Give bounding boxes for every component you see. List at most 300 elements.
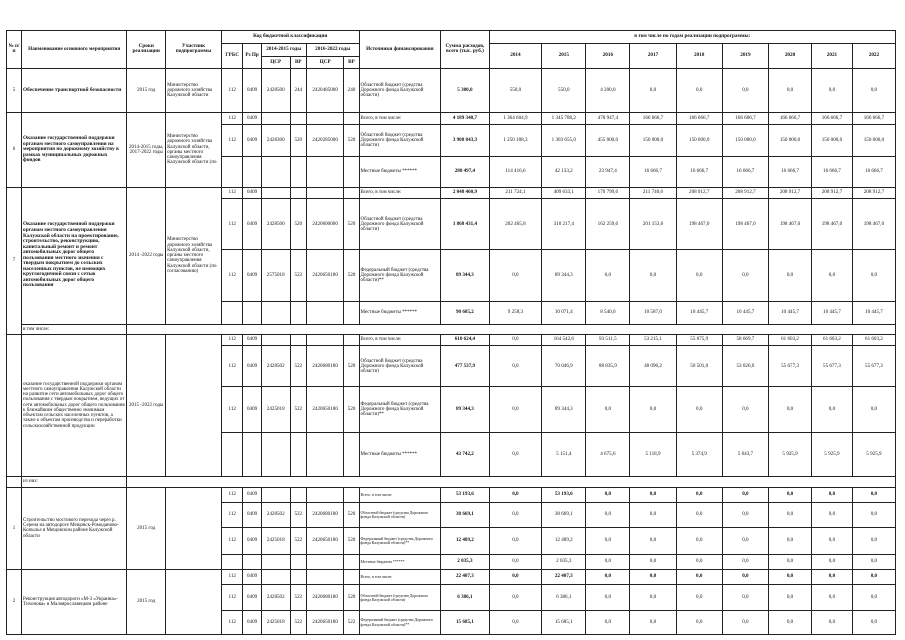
year-value-cell: 198 467,0 <box>812 199 853 250</box>
year-value-cell: 0,0 <box>586 585 630 611</box>
empty-num-cell <box>7 334 22 477</box>
funding-source-cell: Федеральный бюджет (средства Дорожного фонда Калужской области)** <box>359 611 441 635</box>
measure-name: Оказание государственной поддержки органам местного самоуправления на мероприятия по дорожному хозяйству в рамках муниципальных дорожных фондов <box>22 113 127 188</box>
rzpr-cell: 0409 <box>243 124 261 156</box>
row-7s-total <box>7 334 896 346</box>
year-value-cell: 0,0 <box>722 250 768 302</box>
year-value-cell: 0,0 <box>489 250 542 302</box>
row-number: 1 <box>7 487 22 569</box>
year-value-cell: 0,0 <box>489 346 542 387</box>
year-value-cell: 0,0 <box>852 570 895 585</box>
year-value-cell: 0,0 <box>852 611 895 635</box>
grbs-cell: 112 <box>221 487 242 502</box>
empty-code-cell <box>261 334 290 346</box>
year-value-cell: 0,0 <box>676 387 722 432</box>
csr-2014-cell: 2575018 <box>261 250 290 302</box>
year-value-cell: 0,0 <box>722 503 768 528</box>
total-sum-cell: 477 537,9 <box>441 346 489 387</box>
empty-code-cell <box>306 554 344 569</box>
row-7-incl <box>7 324 896 334</box>
empty-code-cell <box>221 302 242 325</box>
term-cell: 2015 год <box>127 570 166 635</box>
year-value-cell: 0,0 <box>489 570 542 585</box>
vr-2014-cell: 520 <box>290 199 306 250</box>
year-value-cell: 0,0 <box>769 68 812 112</box>
year-value-cell: 166 666,7 <box>722 113 768 125</box>
vr-2014-cell: 244 <box>290 68 306 112</box>
empty-code-cell <box>344 432 359 476</box>
year-value-cell: 53 193,6 <box>542 487 586 502</box>
header-2014-2015: 2014-2015 годы <box>261 43 306 56</box>
year-value-cell: 0,0 <box>586 611 630 635</box>
funding-source-cell: Местные бюджеты ****** <box>359 302 441 325</box>
year-value-cell: 409 633,1 <box>542 187 586 199</box>
total-sum-cell: 90 685,2 <box>441 302 489 325</box>
funding-source-cell: Федеральный бюджет (средства Дорожного фонда Калужской области)** <box>359 250 441 302</box>
year-value-cell: 201 153,6 <box>630 199 676 250</box>
header-year: 2014 <box>489 43 542 68</box>
empty-code-cell <box>243 554 261 569</box>
year-value-cell: 0,0 <box>586 487 630 502</box>
year-value-cell: 198 467,0 <box>852 199 895 250</box>
funding-source-cell: Областной бюджет (средства Дорожного фонда Калужской области) <box>359 346 441 387</box>
year-value-cell: 0,0 <box>586 570 630 585</box>
year-value-cell: 170 799,6 <box>586 187 630 199</box>
empty-code-cell <box>261 487 290 502</box>
header-kbk: Код бюджетной классификации <box>221 31 359 44</box>
year-value-cell: 10 445,7 <box>676 302 722 325</box>
year-value-cell: 0,0 <box>489 503 542 528</box>
year-value-cell: 0,0 <box>769 527 812 554</box>
vr-2016-cell: 520 <box>344 346 359 387</box>
year-value-cell: 16 666,7 <box>722 157 768 187</box>
year-value-cell: 0,0 <box>769 585 812 611</box>
year-value-cell: 23 947,4 <box>586 157 630 187</box>
year-value-cell: 0,0 <box>630 527 676 554</box>
year-value-cell: 0,0 <box>630 503 676 528</box>
year-value-cell: 16 666,7 <box>769 157 812 187</box>
rzpr-cell: 0409 <box>243 187 261 199</box>
empty-code-cell <box>344 554 359 569</box>
term-cell: 2014 -2022 годы <box>127 187 166 324</box>
year-value-cell: 166 666,7 <box>630 113 676 125</box>
vr-2016-cell: 520 <box>344 250 359 302</box>
rzpr-cell: 0409 <box>243 346 261 387</box>
empty-code-cell <box>344 113 359 125</box>
year-value-cell: 0,0 <box>769 503 812 528</box>
year-value-cell: 0,0 <box>852 250 895 302</box>
vr-2016-cell: 520 <box>344 124 359 156</box>
csr-2014-cell: 2428502 <box>261 346 290 387</box>
empty-code-cell <box>243 302 261 325</box>
year-value-cell: 208 912,7 <box>722 187 768 199</box>
empty-code-cell <box>306 334 344 346</box>
year-value-cell: 5 925,9 <box>812 432 853 476</box>
empty-participant-cell <box>166 334 222 477</box>
grbs-cell: 112 <box>221 68 242 112</box>
csr-2016-cell: 2420650180 <box>306 250 344 302</box>
rzpr-cell: 0409 <box>243 527 261 554</box>
vr-2016-cell: 520 <box>344 199 359 250</box>
year-value-cell: 0,0 <box>676 527 722 554</box>
header-csr: ЦСР <box>261 56 290 68</box>
empty-code-cell <box>261 302 290 325</box>
funding-source-cell: Всего, в том числе: <box>359 334 441 346</box>
year-value-cell: 0,0 <box>586 554 630 569</box>
grbs-cell: 112 <box>221 113 242 125</box>
empty-code-cell <box>243 157 261 187</box>
header-year: 2018 <box>676 43 722 68</box>
total-sum-cell: 53 193,6 <box>441 487 489 502</box>
header-year: 2019 <box>722 43 768 68</box>
csr-2014-cell: 2425018 <box>261 387 290 432</box>
year-value-cell: 6 386,1 <box>542 585 586 611</box>
header-term: Сроки реализации <box>127 31 166 69</box>
csr-2014-cell: 2428502 <box>261 585 290 611</box>
empty-participant-cell <box>166 487 222 569</box>
empty-code-cell <box>221 432 242 476</box>
year-value-cell: 5 925,9 <box>852 432 895 476</box>
empty-code-cell <box>290 334 306 346</box>
header-num: № п/п <box>7 31 22 69</box>
year-value-cell: 0,0 <box>489 387 542 432</box>
year-value-cell: 55 677,3 <box>852 346 895 387</box>
year-value-cell: 0,0 <box>722 554 768 569</box>
year-value-cell: 89 344,3 <box>542 387 586 432</box>
year-value-cell: 22 407,3 <box>542 570 586 585</box>
empty-code-cell <box>344 187 359 199</box>
year-value-cell: 0,0 <box>769 570 812 585</box>
funding-source-cell: Местные бюджеты ****** <box>359 157 441 187</box>
measure-name: Обеспечение транспортной безопасности <box>22 68 127 112</box>
row-1-total <box>7 487 896 502</box>
year-value-cell: 0,0 <box>676 503 722 528</box>
year-value-cell: 55 677,3 <box>769 346 812 387</box>
year-value-cell: 0,0 <box>722 487 768 502</box>
year-value-cell: 0,0 <box>812 570 853 585</box>
header-year: 2021 <box>812 43 853 68</box>
csr-2016-cell: 2420650180 <box>306 387 344 432</box>
header-grbs: ГРБС <box>221 43 242 68</box>
participant-cell: Министерство дорожного хозяйства Калужской области, органы местного самоуправления Калужской области (по <box>166 113 222 188</box>
year-value-cell: 58 669,7 <box>722 334 768 346</box>
year-value-cell: 1 303 655,0 <box>542 124 586 156</box>
year-value-cell: 0,0 <box>676 570 722 585</box>
total-sum-cell: 5 300,0 <box>441 68 489 112</box>
row-number: 7 <box>7 187 22 334</box>
funding-source-cell: Федеральный бюджет (средства Дорожного фонда Калужской области)** <box>359 387 441 432</box>
empty-code-cell <box>290 487 306 502</box>
year-value-cell: 164 542,6 <box>542 334 586 346</box>
grbs-cell: 112 <box>221 199 242 250</box>
year-value-cell: 10 445,7 <box>812 302 853 325</box>
year-value-cell: 0,0 <box>852 585 895 611</box>
vr-2016-cell: 520 <box>344 503 359 528</box>
year-value-cell: 150 000,0 <box>769 124 812 156</box>
year-value-cell: 55 677,3 <box>812 346 853 387</box>
header-row-1 <box>7 31 896 44</box>
year-value-cell: 0,0 <box>852 487 895 502</box>
year-value-cell: 0,0 <box>676 250 722 302</box>
year-value-cell: 0,0 <box>630 611 676 635</box>
year-value-cell: 10 587,0 <box>630 302 676 325</box>
budget-table <box>6 30 896 635</box>
year-value-cell: 550,0 <box>542 68 586 112</box>
empty-code-cell <box>306 157 344 187</box>
year-value-cell: 0,0 <box>489 585 542 611</box>
year-value-cell: 38 669,1 <box>542 503 586 528</box>
year-value-cell: 5 118,9 <box>630 432 676 476</box>
year-value-cell: 150 000,0 <box>676 124 722 156</box>
empty-participant-cell <box>166 570 222 635</box>
header-year: 2020 <box>769 43 812 68</box>
year-value-cell: 0,0 <box>489 527 542 554</box>
year-value-cell: 53 215,1 <box>630 334 676 346</box>
csr-2014-cell: 2428500 <box>261 199 290 250</box>
grbs-cell: 112 <box>221 250 242 302</box>
vr-2014-cell: 522 <box>290 387 306 432</box>
rzpr-cell: 0409 <box>243 250 261 302</box>
measure-name: оказание государственной поддержки органам местного самоуправления Калужской области на развитие сети автомобильных дорог общего пользования с твердым покрытием, ведущих от сети автомобильных дорог общего пользования к ближайшим общественно значимым объектам сельских населенных пунктов, а также к объектам производства и переработки сельскохозяйственной продукции <box>22 334 127 477</box>
vr-2014-cell: 522 <box>290 611 306 635</box>
empty-code-cell <box>261 570 290 585</box>
year-value-cell: 0,0 <box>586 387 630 432</box>
total-sum-cell: 3 908 843,3 <box>441 124 489 156</box>
year-value-cell: 150 000,0 <box>630 124 676 156</box>
year-value-cell: 208 912,7 <box>852 187 895 199</box>
year-value-cell: 12 489,2 <box>542 527 586 554</box>
year-value-cell: 0,0 <box>852 387 895 432</box>
year-value-cell: 455 000,0 <box>586 124 630 156</box>
empty-code-cell <box>243 432 261 476</box>
vr-2014-cell: 520 <box>290 124 306 156</box>
year-value-cell: 0,0 <box>722 611 768 635</box>
rzpr-cell: 0409 <box>243 570 261 585</box>
year-value-cell: 16 666,7 <box>852 157 895 187</box>
year-value-cell: 48 096,2 <box>630 346 676 387</box>
in-that-number: в том числе: <box>22 324 127 334</box>
year-value-cell: 0,0 <box>769 611 812 635</box>
header-vr: ВР <box>344 56 359 68</box>
empty-code-cell <box>290 302 306 325</box>
empty-code-cell <box>221 157 242 187</box>
year-value-cell: 0,0 <box>722 527 768 554</box>
grbs-cell: 112 <box>221 187 242 199</box>
header-year: 2017 <box>630 43 676 68</box>
rzpr-cell: 0409 <box>243 387 261 432</box>
vr-2016-cell: 240 <box>344 68 359 112</box>
header-2016-2022: 2016-2022 годы <box>306 43 359 56</box>
grbs-cell: 112 <box>221 346 242 387</box>
year-value-cell: 208 912,7 <box>812 187 853 199</box>
empty-code-cell <box>306 432 344 476</box>
year-value-cell: 8 540,0 <box>586 302 630 325</box>
row-7-total <box>7 187 896 199</box>
year-value-cell: 0,0 <box>489 611 542 635</box>
empty-cell <box>127 324 896 334</box>
of-them-label: из них: <box>22 477 127 488</box>
year-value-cell: 166 666,7 <box>812 113 853 125</box>
year-value-cell: 5 151,4 <box>542 432 586 476</box>
grbs-cell: 112 <box>221 570 242 585</box>
empty-code-cell <box>306 570 344 585</box>
year-value-cell: 0,0 <box>722 387 768 432</box>
csr-2014-cell: 2428500 <box>261 68 290 112</box>
funding-source-cell: Всего, в том числе: <box>359 187 441 199</box>
term-cell: 2015 -2022 годы <box>127 334 166 477</box>
csr-2014-cell: 2425018 <box>261 611 290 635</box>
csr-2016-cell: 2420650180 <box>306 527 344 554</box>
vr-2016-cell: 520 <box>344 585 359 611</box>
year-value-cell: 1 345 788,2 <box>542 113 586 125</box>
year-value-cell: 208 912,7 <box>769 187 812 199</box>
empty-code-cell <box>290 554 306 569</box>
participant-cell: Министерство дорожного хозяйства Калужской области <box>166 68 222 112</box>
year-value-cell: 5 374,9 <box>676 432 722 476</box>
header-rzpr: Рз Пр <box>243 43 261 68</box>
csr-2016-cell: 2420485000 <box>306 68 344 112</box>
grbs-cell: 112 <box>221 334 242 346</box>
year-value-cell: 70 046,9 <box>542 346 586 387</box>
header-vr: ВР <box>290 56 306 68</box>
empty-code-cell <box>306 113 344 125</box>
row-iznih <box>7 477 896 488</box>
rzpr-cell: 0409 <box>243 487 261 502</box>
empty-code-cell <box>290 432 306 476</box>
measure-name: Строительство мостового перехода через р. Серена на автодороге Мещовск-Ромоданово-Копылье в Мещовском районе Калужской области <box>22 487 127 569</box>
csr-2016-cell: 2420600000 <box>306 199 344 250</box>
header-year: 2016 <box>586 43 630 68</box>
vr-2014-cell: 522 <box>290 346 306 387</box>
empty-code-cell <box>261 157 290 187</box>
empty-code-cell <box>306 187 344 199</box>
total-sum-cell: 2 035,3 <box>441 554 489 569</box>
year-value-cell: 166 666,7 <box>852 113 895 125</box>
row-number: 5 <box>7 68 22 112</box>
csr-2016-cell: 2420680180 <box>306 585 344 611</box>
year-value-cell: 2 035,3 <box>542 554 586 569</box>
year-value-cell: 0,0 <box>852 527 895 554</box>
year-value-cell: 0,0 <box>722 68 768 112</box>
year-value-cell: 5 925,9 <box>769 432 812 476</box>
empty-code-cell <box>221 554 242 569</box>
total-sum-cell: 6 386,1 <box>441 585 489 611</box>
year-value-cell: 550,0 <box>489 68 542 112</box>
funding-source-cell: Областной бюджет (средства Дорожного фонда Калужской области) <box>359 503 441 528</box>
year-value-cell: 0,0 <box>676 487 722 502</box>
year-value-cell: 0,0 <box>676 554 722 569</box>
funding-source-cell: Всего, в том числе: <box>359 487 441 502</box>
year-value-cell: 0,0 <box>812 68 853 112</box>
grbs-cell: 112 <box>221 527 242 554</box>
empty-code-cell <box>261 187 290 199</box>
year-value-cell: 150 000,0 <box>722 124 768 156</box>
year-value-cell: 0,0 <box>586 250 630 302</box>
term-cell: 2014-2015 годы, 2017-2022 годы <box>127 113 166 188</box>
row-6-total <box>7 113 896 125</box>
year-value-cell: 89 344,3 <box>542 250 586 302</box>
year-value-cell: 16 666,7 <box>812 157 853 187</box>
header-year: 2022 <box>852 43 895 68</box>
header-sum: Сумма расходов, всего (тыс. руб.) <box>441 31 489 69</box>
year-value-cell: 42 133,2 <box>542 157 586 187</box>
year-value-cell: 10 445,7 <box>722 302 768 325</box>
row-number: 2 <box>7 570 22 635</box>
grbs-cell: 112 <box>221 585 242 611</box>
vr-2016-cell: 520 <box>344 527 359 554</box>
vr-2016-cell: 522 <box>344 611 359 635</box>
year-value-cell: 0,0 <box>852 503 895 528</box>
funding-source-cell: Всего, в том числе: <box>359 113 441 125</box>
vr-2014-cell: 522 <box>290 585 306 611</box>
year-value-cell: 0,0 <box>852 554 895 569</box>
empty-cell <box>127 477 896 488</box>
empty-code-cell <box>290 570 306 585</box>
year-value-cell: 0,0 <box>812 554 853 569</box>
year-value-cell: 0,0 <box>489 554 542 569</box>
year-value-cell: 0,0 <box>630 570 676 585</box>
year-value-cell: 88 835,9 <box>586 346 630 387</box>
total-sum-cell: 43 742,2 <box>441 432 489 476</box>
empty-code-cell <box>290 113 306 125</box>
rzpr-cell: 0409 <box>243 334 261 346</box>
rzpr-cell: 0409 <box>243 585 261 611</box>
year-value-cell: 0,0 <box>586 527 630 554</box>
year-value-cell: 0,0 <box>676 611 722 635</box>
empty-code-cell <box>344 302 359 325</box>
year-value-cell: 208 912,7 <box>676 187 722 199</box>
year-value-cell: 0,0 <box>852 68 895 112</box>
year-value-cell: 0,0 <box>676 68 722 112</box>
funding-source-cell: Областной бюджет (средства Дорожного фонда Калужской области) <box>359 68 441 112</box>
csr-2016-cell: 2420650180 <box>306 611 344 635</box>
year-value-cell: 0,0 <box>722 570 768 585</box>
grbs-cell: 112 <box>221 387 242 432</box>
year-value-cell: 55 875,9 <box>676 334 722 346</box>
year-value-cell: 0,0 <box>812 487 853 502</box>
csr-2016-cell: 2420680180 <box>306 503 344 528</box>
year-value-cell: 211 740,6 <box>630 187 676 199</box>
year-value-cell: 0,0 <box>630 387 676 432</box>
year-value-cell: 202 465,8 <box>489 199 542 250</box>
year-value-cell: 50 501,0 <box>676 346 722 387</box>
funding-source-cell: Местные бюджеты ****** <box>359 432 441 476</box>
year-value-cell: 0,0 <box>812 387 853 432</box>
header-name: Наименование основного мероприятия <box>22 31 127 69</box>
total-sum-cell: 15 685,1 <box>441 611 489 635</box>
year-value-cell: 1 250 188,3 <box>489 124 542 156</box>
csr-2014-cell: 2428502 <box>261 503 290 528</box>
year-value-cell: 198 467,0 <box>769 199 812 250</box>
funding-source-cell: Местные бюджеты ****** <box>359 554 441 569</box>
vr-2014-cell: 522 <box>290 527 306 554</box>
vr-2014-cell: 522 <box>290 250 306 302</box>
csr-2014-cell: 2428300 <box>261 124 290 156</box>
year-value-cell: 198 467,0 <box>676 199 722 250</box>
header-source: Источники финансирования <box>359 31 441 69</box>
total-sum-cell: 610 624,4 <box>441 334 489 346</box>
year-value-cell: 0,0 <box>676 585 722 611</box>
term-cell: 2015 год <box>127 68 166 112</box>
funding-source-cell: Всего, в том числе: <box>359 570 441 585</box>
participant-cell: Министерство дорожного хозяйства Калужской области, органы местного самоуправления Калужской области (по согласованию) <box>166 187 222 324</box>
total-sum-cell: 2 048 460,9 <box>441 187 489 199</box>
year-value-cell: 10 445,7 <box>769 302 812 325</box>
empty-code-cell <box>344 487 359 502</box>
empty-code-cell <box>290 187 306 199</box>
year-value-cell: 211 724,1 <box>489 187 542 199</box>
year-value-cell: 10 445,7 <box>852 302 895 325</box>
